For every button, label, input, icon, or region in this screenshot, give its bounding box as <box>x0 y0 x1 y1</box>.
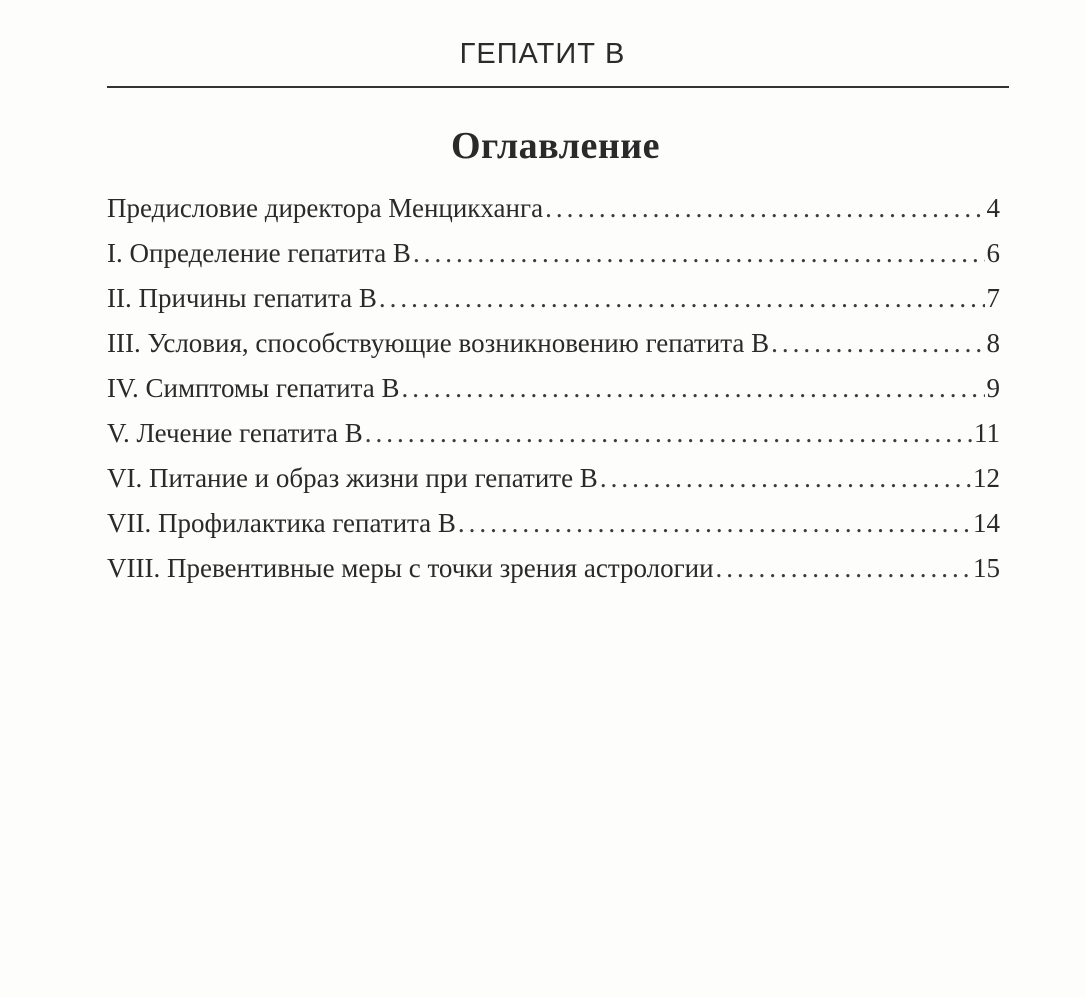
toc-entry-5 <box>107 418 1000 463</box>
dot-leader <box>716 553 971 584</box>
dot-leader <box>401 373 984 404</box>
dot-leader <box>545 193 984 224</box>
dot-leader <box>600 463 971 494</box>
dot-leader <box>413 238 985 269</box>
toc-entry-6 <box>107 463 1000 508</box>
toc-entry-2 <box>107 283 1000 328</box>
toc-entry-3 <box>107 328 1000 373</box>
toc-entry-label: II. Причины гепатита В <box>107 283 377 313</box>
toc-entry-page: 12 <box>973 463 1000 493</box>
toc-entry-7 <box>107 508 1000 553</box>
toc-entry-label: VIII. Превентивные меры с точки зрения астрологии <box>107 553 714 583</box>
toc-entry-label: V. Лечение гепатита В <box>107 418 363 448</box>
running-header: ГЕПАТИТ В <box>459 38 626 70</box>
table-of-contents <box>107 193 1000 598</box>
toc-entry-label: Предисловие директора Менцикханга <box>107 193 544 223</box>
toc-entry-label: III. Условия, способствующие возникновению гепатита В <box>107 328 770 358</box>
toc-entry-8 <box>107 553 1000 598</box>
toc-entry-label: IV. Симптомы гепатита В <box>107 373 400 403</box>
toc-entry-page: 15 <box>973 553 1000 583</box>
toc-entry-page: 4 <box>986 193 1000 223</box>
toc-entry-page: 9 <box>986 373 1000 403</box>
toc-entry-page: 7 <box>986 283 1000 313</box>
toc-entry-label: VII. Профилактика гепатита В <box>107 508 456 538</box>
toc-entry-page: 8 <box>986 328 1000 358</box>
dot-leader <box>379 283 985 314</box>
header-rule <box>107 86 1009 88</box>
dot-leader <box>365 418 972 449</box>
toc-entry-page: 6 <box>986 238 1000 268</box>
toc-title: Оглавление <box>450 125 661 167</box>
toc-entry-1 <box>107 238 1000 283</box>
toc-entry-label: I. Определение гепатита В <box>107 238 411 268</box>
toc-entry-preface <box>107 193 1000 238</box>
toc-entry-label: VI. Питание и образ жизни при гепатите В <box>107 463 598 493</box>
dot-leader <box>771 328 984 359</box>
toc-entry-page: 11 <box>974 418 1000 448</box>
dot-leader <box>458 508 971 539</box>
toc-entry-4 <box>107 373 1000 418</box>
toc-entry-page: 14 <box>973 508 1000 538</box>
